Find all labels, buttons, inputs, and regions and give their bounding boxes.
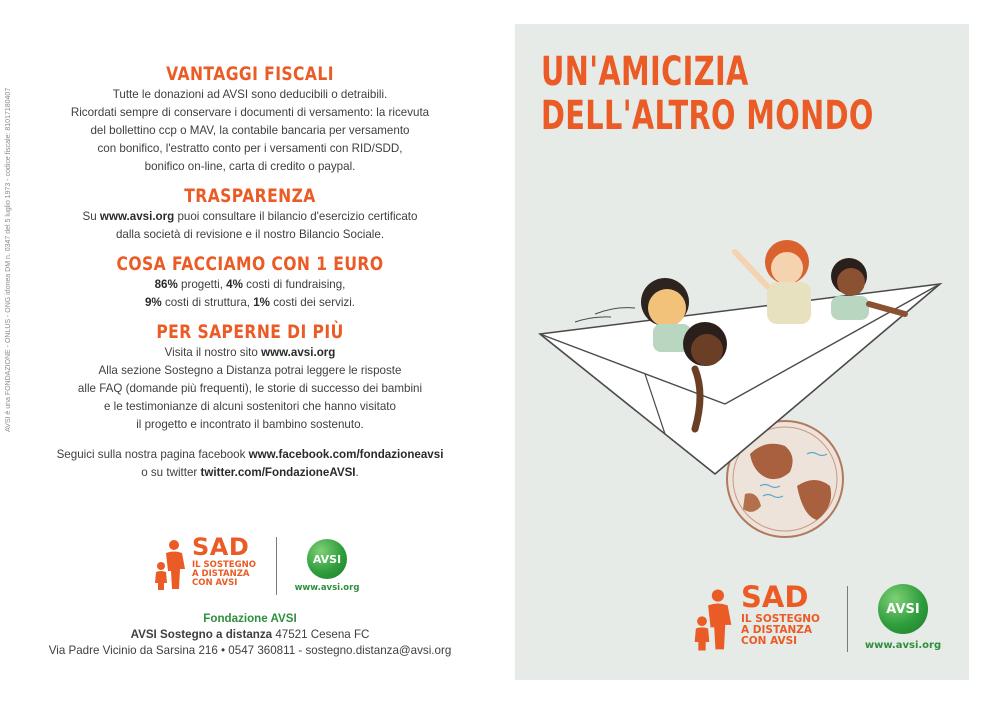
- percent-value: 86%: [154, 278, 178, 291]
- website-link[interactable]: www.avsi.org: [99, 210, 175, 223]
- euro-line: [40, 294, 460, 312]
- section-body-learn-more: [40, 344, 460, 434]
- text: costi di fundraising,: [242, 278, 346, 291]
- paper-plane-icon: [540, 284, 940, 474]
- avsi-globe-icon: AVSI: [307, 539, 347, 579]
- paper-plane-illustration: [535, 224, 955, 544]
- logo-divider: [847, 586, 848, 652]
- legal-side-note: [5, 12, 19, 452]
- percent-value: 9%: [144, 296, 162, 309]
- learn-line: e le testimonianze di alcuni sostenitori che hanno visitato: [104, 400, 396, 413]
- headline-line: UN'AMICIZIA: [541, 49, 749, 95]
- sad-subtitle: [192, 561, 272, 588]
- percent-value: 1%: [253, 296, 270, 309]
- sad-wordmark: SAD: [741, 580, 809, 614]
- org-unit: AVSI Sostegno a distanza: [130, 628, 273, 641]
- learn-line: Alla sezione Sostegno a Distanza potrai leggere le risposte: [98, 364, 402, 377]
- tax-line: del bollettino ccp o MAV, la contabile bancaria per versamento: [90, 124, 410, 137]
- facebook-link[interactable]: www.facebook.com/fondazioneavsi: [248, 448, 444, 461]
- legal-side-note-text: AVSI è una FONDAZIONE - ONLUS - ONG idonea DM n. 0347 del 5 luglio 1973 - codice fiscale: 81017180407: [5, 87, 12, 432]
- twitter-line: [40, 464, 460, 482]
- euro-line: [40, 276, 460, 294]
- transparency-line: [40, 208, 460, 226]
- section-title-transparency: TRASPARENZA: [184, 185, 316, 207]
- tax-line: bonifico on-line, carta di credito o paypal.: [144, 160, 356, 173]
- text: puoi consultare il bilancio d'esercizio certificato: [174, 210, 418, 223]
- text: Seguici sulla nostra pagina facebook: [56, 448, 249, 461]
- family-figure-icon: [152, 539, 188, 591]
- twitter-link[interactable]: twitter.com/FondazioneAVSI: [200, 466, 356, 479]
- text: progetti,: [177, 278, 227, 291]
- contact-line: Via Padre Vicinio da Sarsina 216 • 0547 360811 - sostegno.distanza@avsi.org: [48, 644, 452, 657]
- text: Su: [82, 210, 100, 223]
- cover-panel: [515, 24, 969, 680]
- section-title-learn-more: PER SAPERNE DI PIÙ: [156, 321, 344, 343]
- headline-line: DELL'ALTRO MONDO: [541, 93, 874, 139]
- avsi-url[interactable]: www.avsi.org: [864, 640, 942, 651]
- avsi-globe-icon: AVSI: [878, 584, 928, 634]
- avsi-url[interactable]: www.avsi.org: [294, 583, 360, 593]
- sad-sub-line: IL SOSTEGNO: [741, 613, 820, 625]
- avsi-logo: [292, 539, 362, 593]
- info-column: [40, 62, 460, 490]
- section-body-tax: [40, 86, 460, 176]
- section-body-one-euro: [40, 276, 460, 312]
- sad-subtitle: [741, 614, 836, 647]
- address-line: [40, 627, 460, 643]
- tax-line: con bonifico, l'estratto conto per i versamenti con RID/SDD,: [97, 142, 403, 155]
- learn-line: alle FAQ (domande più frequenti), le storie di successo dei bambini: [77, 382, 423, 395]
- section-title-one-euro: COSA FACCIAMO CON 1 EURO: [116, 253, 384, 275]
- sad-wordmark: SAD: [192, 533, 250, 561]
- logos-back: [152, 535, 372, 599]
- text: costi dei servizi.: [269, 296, 356, 309]
- text: costi di struttura,: [161, 296, 254, 309]
- sad-sub-line: CON AVSI: [192, 578, 238, 588]
- section-title-tax: VANTAGGI FISCALI: [166, 63, 334, 85]
- sad-sub-line: CON AVSI: [741, 635, 798, 647]
- text: o su twitter: [141, 466, 201, 479]
- percent-value: 4%: [226, 278, 243, 291]
- org-name: Fondazione AVSI: [203, 612, 297, 625]
- logo-divider: [276, 537, 277, 595]
- sad-sub-line: A DISTANZA: [741, 624, 812, 636]
- section-body-transparency: [40, 208, 460, 244]
- tax-line: Ricordati sempre di conservare i documenti di versamento: la ricevuta: [70, 106, 430, 119]
- tax-line: Tutte le donazioni ad AVSI sono deducibili o detraibili.: [112, 88, 388, 101]
- social-links: [40, 446, 460, 482]
- family-figure-icon: [691, 588, 735, 652]
- cover-sad-logo: [691, 580, 836, 654]
- learn-line: [40, 344, 460, 362]
- learn-line: il progetto e incontrato il bambino sostenuto.: [136, 418, 364, 431]
- website-link[interactable]: www.avsi.org: [261, 346, 336, 359]
- text: .: [355, 466, 359, 479]
- text: 47521 Cesena FC: [272, 628, 370, 641]
- sad-sub-line: IL SOSTEGNO: [192, 560, 256, 570]
- text: Visita il nostro sito: [164, 346, 262, 359]
- transparency-line: dalla società di revisione e il nostro Bilancio Sociale.: [115, 228, 385, 241]
- cover-headline: [541, 50, 874, 138]
- facebook-line: [40, 446, 460, 464]
- sad-sub-line: A DISTANZA: [192, 569, 250, 579]
- sad-logo: [152, 535, 272, 595]
- cover-avsi-logo: [861, 584, 945, 651]
- address-block: [40, 611, 460, 659]
